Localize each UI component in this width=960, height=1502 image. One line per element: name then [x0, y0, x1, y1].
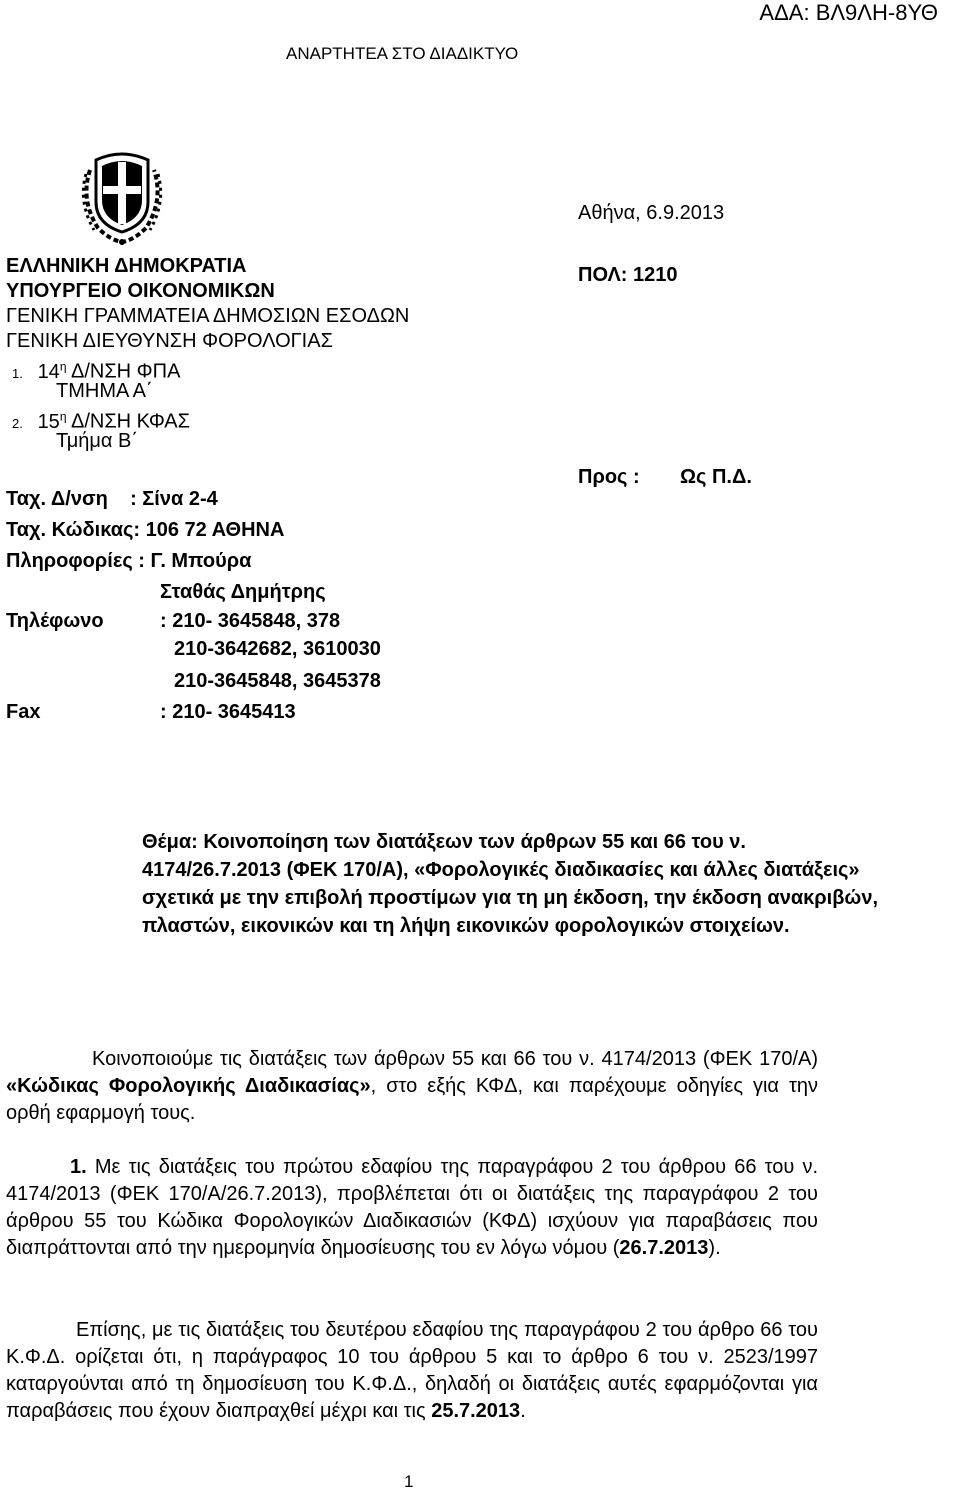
document-subject: Θέμα: Κοινοποίηση των διατάξεων των άρθρων 55 και 66 του ν. 4174/26.7.2013 (ΦΕΚ 170/Α), «Φορολογικές διαδικασίες και άλλες διατάξεις» σχετικά με την επιβολή προστίμων για τη μη έκδοση, την έκδοση ανακριβών, πλαστών, εικονικών και τη λήψη εικονικών φορολογικών στοιχείων. — [142, 831, 878, 937]
contact-info-2: Σταθάς Δημήτρης — [160, 581, 326, 603]
ada-code: ΑΔΑ: ΒΛ9ΛΗ-8ΥΘ — [759, 0, 938, 25]
contact-postcode: Ταχ. Κώδικας: 106 72 ΑΘΗΝΑ — [6, 519, 285, 541]
posted-label: ΑΝΑΡΤΗΤΕΑ ΣΤΟ ΔΙΑΔΙΚΤΥΟ — [286, 44, 519, 63]
greek-coat-of-arms-icon — [76, 140, 168, 246]
header-item-1-sub: ΤΜΗΜΑ Α΄ — [56, 380, 153, 402]
header-secretariat: ΓΕΝΙΚΗ ΓΡΑΜΜΑΤΕΙΑ ΔΗΜΟΣΙΩΝ ΕΣΟΔΩΝ — [6, 305, 410, 327]
paragraph-2: 1. Με τις διατάξεις του πρώτου εδαφίου της παραγράφου 2 του άρθρου 66 του ν. 4174/2013 (ΦΕΚ 170/Α/26.7.2013), προβλέπεται ότι οι διατάξεις της παραγράφου 2 του άρθρου 55 του Κώδικα Φορολογικών Διαδικασιών (ΚΦΔ) ισχύουν για παραβάσεις που διαπράττονται από την ημερομηνία δημοσίευσης του εν λόγω νόμου (26.7.2013). — [6, 1156, 818, 1259]
contact-phone-2: 210-3642682, 3610030 — [174, 638, 381, 660]
header-item-1-ordinal: $14^\eta$ — [37, 359, 67, 383]
contact-info: Πληροφορίες : Γ. Μπούρα — [6, 550, 252, 572]
contact-fax-label: Fax — [6, 701, 41, 723]
recipient-label: Προς : — [578, 466, 640, 488]
header-item-2: 2. $15^\eta$ Δ/ΝΣΗ ΚΦΑΣ — [12, 409, 190, 433]
contact-address: Ταχ. Δ/νση : Σίνα 2-4 — [6, 488, 218, 510]
header-ministry: ΥΠΟΥΡΓΕΙΟ ΟΙΚΟΝΟΜΙΚΩΝ — [6, 280, 275, 302]
header-directorate: ΓΕΝΙΚΗ ΔΙΕΥΘΥΝΣΗ ΦΟΡΟΛΟΓΙΑΣ — [6, 330, 333, 352]
header-item-2-ordinal: $15^\eta$ — [37, 409, 67, 433]
contact-phone-label: Τηλέφωνο — [6, 610, 104, 632]
recipient-value: Ως Π.Δ. — [680, 466, 752, 488]
header-republic: ΕΛΛΗΝΙΚΗ ΔΗΜΟΚΡΑΤΙΑ — [6, 255, 247, 277]
paragraph-3: Επίσης, με τις διατάξεις του δευτέρου εδαφίου της παραγράφου 2 του άρθρο 66 του Κ.Φ.Δ. ορίζεται ότι, η παράγραφος 10 του άρθρου 5 και το άρθρο 6 του ν. 2523/1997 καταργούνται από τη δημοσίευση του Κ.Φ.Δ., δηλαδή οι διατάξεις αυτές εφαρμόζονται για παραβάσεις που έχουν διαπραχθεί μέχρι και τις 25.7.2013. — [6, 1319, 818, 1422]
contact-phone-1: : 210- 3645848, 378 — [160, 610, 341, 632]
page-number: 1 — [404, 1472, 414, 1491]
header-item-2-sub: Τμήμα Β΄ — [56, 430, 139, 452]
contact-phone-3: 210-3645848, 3645378 — [174, 670, 381, 692]
paragraph-1: Κοινοποιούμε τις διατάξεις των άρθρων 55 και 66 του ν. 4174/2013 (ΦΕΚ 170/Α) «Κώδικας Φορολογικής Διαδικασίας», στο εξής ΚΦΔ, και παρέχουμε οδηγίες για την ορθή εφαρμογή τους. — [6, 1048, 818, 1124]
header-item-1: 1. $14^\eta$ Δ/ΝΣΗ ΦΠΑ — [12, 359, 181, 383]
document-date: Αθήνα, 6.9.2013 — [578, 202, 725, 224]
document-pol: ΠΟΛ: 1210 — [578, 264, 678, 286]
contact-fax: : 210- 3645413 — [160, 701, 296, 723]
